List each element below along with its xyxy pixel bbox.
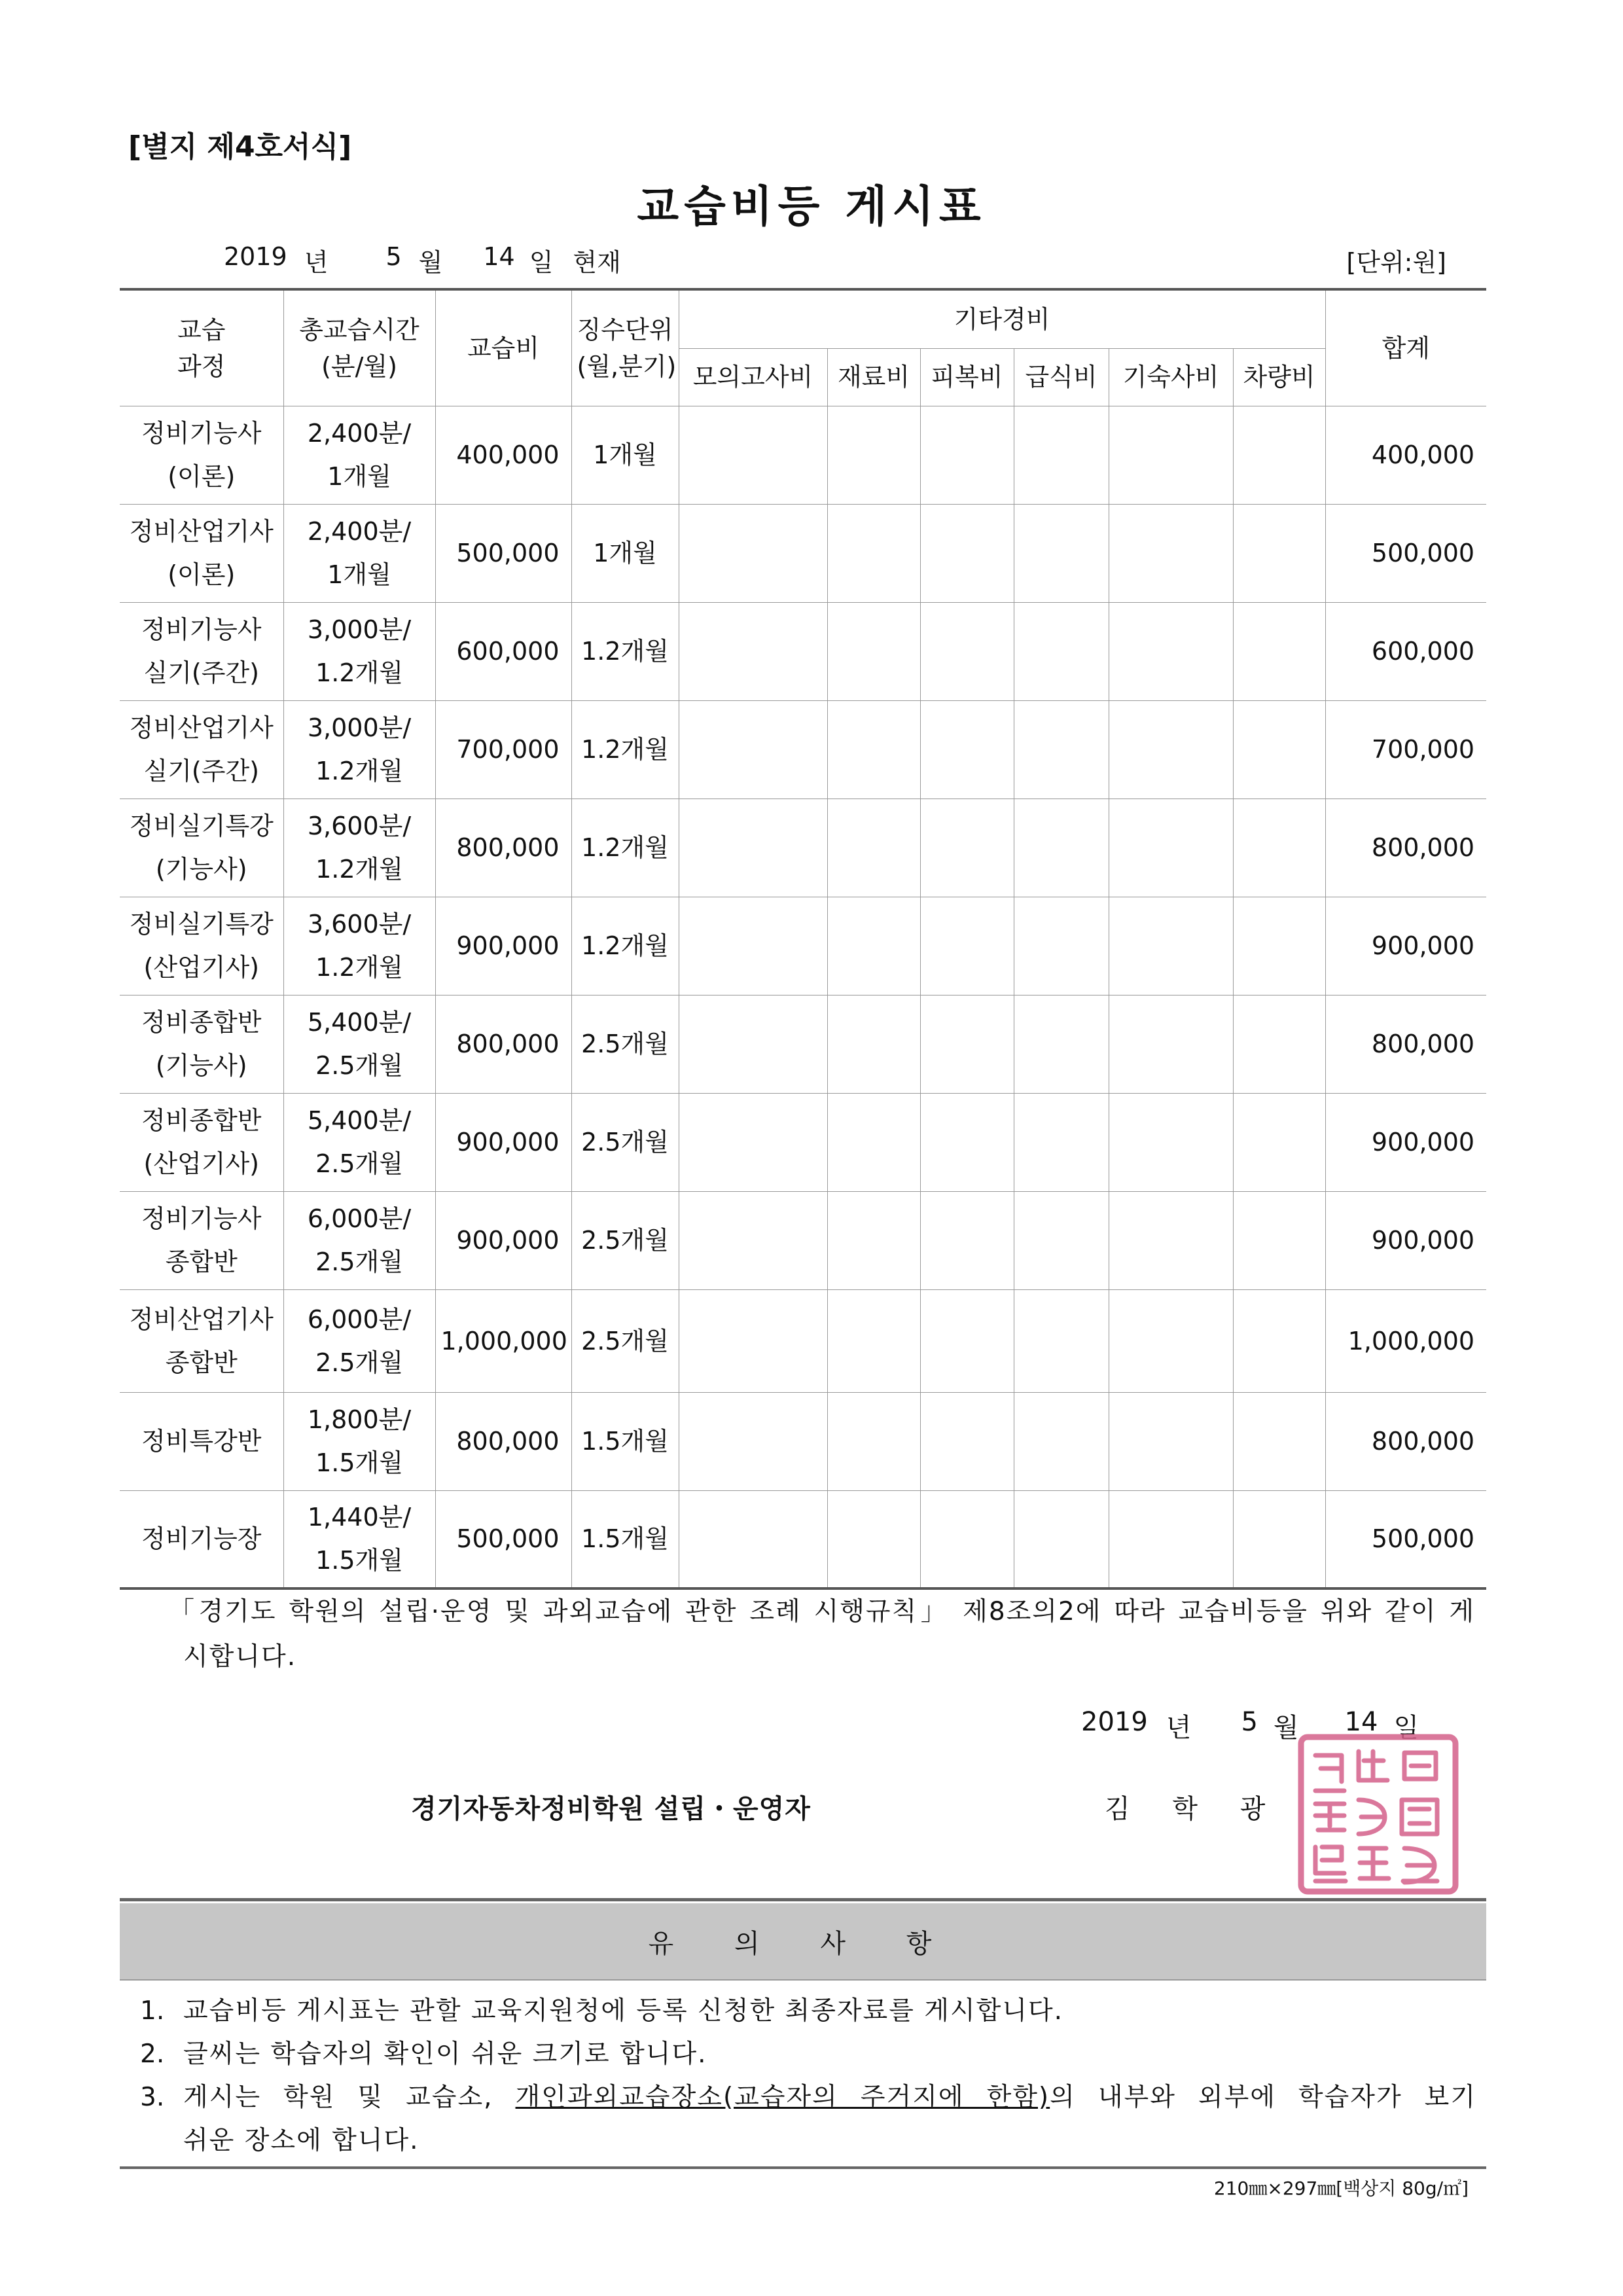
collection-unit-cell: 2.5개월 (571, 995, 679, 1093)
mock-exam-fee-cell (679, 897, 827, 995)
vehicle-fee-cell (1233, 504, 1325, 602)
date-day-unit: 일 (529, 248, 554, 277)
caution-number: 2. (140, 2039, 165, 2069)
dormitory-fee-cell (1109, 700, 1233, 798)
uniform-fee-cell (920, 897, 1014, 995)
caution-text-pre: 게시는 학원 및 교습소, (183, 2083, 516, 2112)
hours-line1: 1,440분/ (307, 1503, 412, 1532)
meal-fee-cell (1014, 602, 1109, 700)
vehicle-fee-cell (1233, 700, 1325, 798)
meal-fee-cell (1014, 798, 1109, 897)
uniform-fee-cell (920, 1093, 1014, 1191)
collection-unit-cell: 2.5개월 (571, 1289, 679, 1392)
table-row (120, 700, 1486, 798)
hours-cell (283, 602, 435, 700)
paper-spec: 210㎜×297㎜[백상지 80g/㎡] (1213, 2178, 1469, 2199)
course-cell (120, 406, 283, 504)
hours-line2: 1.2개월 (315, 658, 403, 687)
course-line1: 정비기능사 (141, 419, 262, 448)
material-fee-cell (827, 1093, 920, 1191)
course-line1: 정비산업기사 (129, 517, 274, 546)
vehicle-fee-cell (1233, 897, 1325, 995)
meal-fee-cell (1014, 1191, 1109, 1289)
course-line1: 정비종합반 (141, 1106, 262, 1135)
course-line2: (산업기사) (143, 953, 259, 982)
representative-name: 김 학 광 (1105, 1794, 1283, 1824)
total-cell: 500,000 (1325, 1490, 1486, 1588)
dormitory-fee-cell (1109, 1191, 1233, 1289)
caution-list (140, 1990, 1476, 2162)
hours-line2: 2.5개월 (315, 1149, 403, 1178)
academy-name: 경기자동차정비학원 설립・운영자 (411, 1794, 811, 1824)
header-hours-line1: 총교습시간 (299, 315, 419, 344)
mock-exam-fee-cell (679, 995, 827, 1093)
tuition-cell: 500,000 (435, 1490, 571, 1588)
hours-line2: 1.2개월 (315, 757, 403, 785)
header-collection-unit (571, 289, 679, 406)
dormitory-fee-cell (1109, 602, 1233, 700)
notice-line-2: 시합니다. (183, 1642, 297, 1672)
course-cell: 정비특강반 (120, 1392, 283, 1490)
table-row (120, 1093, 1486, 1191)
header-course (120, 289, 283, 406)
collection-unit-cell: 2.5개월 (571, 1191, 679, 1289)
header-course-line2: 과정 (177, 351, 226, 381)
hours-cell (283, 406, 435, 504)
header-unit-line2: (월,분기) (577, 351, 677, 381)
hours-line2: 1개월 (327, 462, 391, 491)
sign-year-unit: 년 (1166, 1713, 1192, 1743)
uniform-fee-cell (920, 995, 1014, 1093)
vehicle-fee-cell (1233, 602, 1325, 700)
uniform-fee-cell (920, 1490, 1014, 1588)
collection-unit-cell: 1.2개월 (571, 897, 679, 995)
hours-line2: 2.5개월 (315, 1247, 403, 1276)
caution-header (120, 1903, 1486, 1979)
mock-exam-fee-cell (679, 504, 827, 602)
material-fee-cell (827, 1490, 920, 1588)
dormitory-fee-cell (1109, 1093, 1233, 1191)
list-item (140, 2076, 1476, 2119)
total-cell: 900,000 (1325, 1093, 1486, 1191)
material-fee-cell (827, 1392, 920, 1490)
dormitory-fee-cell (1109, 995, 1233, 1093)
collection-unit-cell: 1.5개월 (571, 1392, 679, 1490)
hours-line1: 6,000분/ (307, 1204, 412, 1233)
vehicle-fee-cell (1233, 1191, 1325, 1289)
collection-unit-cell: 1개월 (571, 504, 679, 602)
course-line2: (산업기사) (143, 1149, 259, 1178)
collection-unit-cell: 1.2개월 (571, 700, 679, 798)
course-cell (120, 700, 283, 798)
hours-line2: 2.5개월 (315, 1051, 403, 1080)
hours-line1: 3,600분/ (307, 812, 412, 840)
sign-month: 5 (1241, 1707, 1258, 1737)
hours-cell (283, 798, 435, 897)
material-fee-cell (827, 1289, 920, 1392)
caution-divider (120, 1979, 1486, 1981)
vehicle-fee-cell (1233, 1392, 1325, 1490)
course-line1: 정비산업기사 (129, 1304, 274, 1334)
list-item-continuation (140, 2119, 1476, 2162)
header-dormitory-fee: 기숙사비 (1109, 348, 1233, 406)
material-fee-cell (827, 504, 920, 602)
caution-number: 1. (140, 1996, 165, 2026)
hours-line1: 3,000분/ (307, 615, 412, 644)
header-unit-line1: 징수단위 (577, 315, 673, 344)
hours-line2: 1.5개월 (315, 1546, 403, 1575)
header-uniform-fee: 피복비 (920, 348, 1014, 406)
course-cell: 정비기능장 (120, 1490, 283, 1588)
uniform-fee-cell (920, 1289, 1014, 1392)
caution-indent (140, 2119, 183, 2162)
header-vehicle-fee: 차량비 (1233, 348, 1325, 406)
meal-fee-cell (1014, 995, 1109, 1093)
meal-fee-cell (1014, 700, 1109, 798)
header-total: 합계 (1325, 289, 1486, 406)
collection-unit-cell: 1개월 (571, 406, 679, 504)
total-cell: 700,000 (1325, 700, 1486, 798)
form-number: [별지 제4호서식] (128, 130, 352, 164)
table-row (120, 897, 1486, 995)
hours-line1: 6,000분/ (307, 1304, 412, 1334)
list-item (140, 2033, 1476, 2076)
caution-title: 유 의 사 항 (648, 1928, 958, 1959)
total-cell: 800,000 (1325, 995, 1486, 1093)
collection-unit-cell: 1.2개월 (571, 602, 679, 700)
dormitory-fee-cell (1109, 504, 1233, 602)
caution-text: 글씨는 학습자의 확인이 쉬운 크기로 합니다. (183, 2039, 707, 2069)
hours-cell (283, 1191, 435, 1289)
course-cell (120, 1289, 283, 1392)
header-other-expenses: 기타경비 (679, 289, 1325, 348)
vehicle-fee-cell (1233, 995, 1325, 1093)
meal-fee-cell (1014, 1289, 1109, 1392)
collection-unit-cell: 1.2개월 (571, 798, 679, 897)
material-fee-cell (827, 406, 920, 504)
vehicle-fee-cell (1233, 1093, 1325, 1191)
tuition-cell: 900,000 (435, 897, 571, 995)
header-course-line1: 교습 (177, 315, 226, 344)
table-row (120, 798, 1486, 897)
total-cell: 900,000 (1325, 897, 1486, 995)
sign-day: 14 (1344, 1707, 1378, 1737)
date-month-unit: 월 (418, 248, 443, 277)
hours-line1: 2,400분/ (307, 517, 412, 546)
hours-cell (283, 1392, 435, 1490)
table-row (120, 1191, 1486, 1289)
course-cell (120, 798, 283, 897)
hours-line1: 3,600분/ (307, 910, 412, 939)
tuition-cell: 800,000 (435, 798, 571, 897)
caution-text (183, 2076, 1476, 2119)
course-line1: 정비기능사 (141, 1204, 262, 1233)
table-row (120, 602, 1486, 700)
meal-fee-cell (1014, 504, 1109, 602)
meal-fee-cell (1014, 897, 1109, 995)
mock-exam-fee-cell (679, 700, 827, 798)
tuition-cell: 700,000 (435, 700, 571, 798)
mock-exam-fee-cell (679, 1093, 827, 1191)
fee-table (120, 288, 1486, 1590)
caution-text-post: 의 내부와 외부에 학습자가 보기 (1050, 2083, 1476, 2112)
header-total-hours (283, 289, 435, 406)
notice-line-1: 「경기도 학원의 설립·운영 및 과외교습에 관한 조례 시행규칙」 제8조의2에 따라 교습비등을 위와 같이 게 (169, 1597, 1475, 1626)
course-line1: 정비종합반 (141, 1008, 262, 1037)
date-month: 5 (385, 242, 402, 271)
unit-label: [단위:원] (1346, 248, 1446, 277)
hours-line2: 1.2개월 (315, 855, 403, 884)
material-fee-cell (827, 700, 920, 798)
date-year: 2019 (224, 242, 287, 271)
caution-number: 3. (140, 2083, 165, 2112)
material-fee-cell (827, 602, 920, 700)
dormitory-fee-cell (1109, 406, 1233, 504)
hours-cell (283, 995, 435, 1093)
total-cell: 800,000 (1325, 798, 1486, 897)
hours-line2: 1개월 (327, 560, 391, 589)
table-row (120, 406, 1486, 504)
tuition-cell: 900,000 (435, 1093, 571, 1191)
mock-exam-fee-cell (679, 602, 827, 700)
header-mock-exam-fee: 모의고사비 (679, 348, 827, 406)
hours-cell (283, 1289, 435, 1392)
total-cell: 600,000 (1325, 602, 1486, 700)
table-row (120, 995, 1486, 1093)
list-item (140, 1990, 1476, 2033)
collection-unit-cell: 1.5개월 (571, 1490, 679, 1588)
header-tuition: 교습비 (435, 289, 571, 406)
hours-line2: 1.2개월 (315, 953, 403, 982)
course-cell (120, 504, 283, 602)
bottom-rule (120, 2166, 1486, 2169)
course-cell (120, 1093, 283, 1191)
mock-exam-fee-cell (679, 1289, 827, 1392)
seal-stamp-icon (1296, 1732, 1461, 1897)
dormitory-fee-cell (1109, 1392, 1233, 1490)
mock-exam-fee-cell (679, 1392, 827, 1490)
table-row (120, 504, 1486, 602)
uniform-fee-cell (920, 406, 1014, 504)
hours-line1: 2,400분/ (307, 419, 412, 448)
caution-top-rule (120, 1898, 1486, 1901)
hours-line1: 3,000분/ (307, 713, 412, 742)
total-cell: 1,000,000 (1325, 1289, 1486, 1392)
tuition-cell: 1,000,000 (435, 1289, 571, 1392)
material-fee-cell (827, 1191, 920, 1289)
course-line2: (이론) (168, 462, 236, 491)
course-line2: (기능사) (155, 855, 247, 884)
mock-exam-fee-cell (679, 1490, 827, 1588)
header-material-fee: 재료비 (827, 348, 920, 406)
collection-unit-cell: 2.5개월 (571, 1093, 679, 1191)
hours-line2: 1.5개월 (315, 1448, 403, 1477)
header-meal-fee: 급식비 (1014, 348, 1109, 406)
meal-fee-cell (1014, 406, 1109, 504)
hours-cell (283, 897, 435, 995)
as-of-date (224, 242, 621, 278)
vehicle-fee-cell (1233, 1490, 1325, 1588)
dormitory-fee-cell (1109, 897, 1233, 995)
course-line2: (이론) (168, 560, 236, 589)
header-hours-line2: (분/월) (321, 351, 397, 381)
tuition-cell: 800,000 (435, 995, 571, 1093)
material-fee-cell (827, 798, 920, 897)
uniform-fee-cell (920, 504, 1014, 602)
tuition-cell: 900,000 (435, 1191, 571, 1289)
vehicle-fee-cell (1233, 798, 1325, 897)
total-cell: 400,000 (1325, 406, 1486, 504)
total-cell: 500,000 (1325, 504, 1486, 602)
date-suffix: 현재 (573, 248, 621, 277)
caution-text-underlined: 개인과외교습장소(교습자의 주거지에 한함) (515, 2083, 1050, 2112)
sign-month-unit: 월 (1273, 1713, 1299, 1743)
course-cell (120, 602, 283, 700)
vehicle-fee-cell (1233, 406, 1325, 504)
hours-cell (283, 1490, 435, 1588)
hours-line1: 5,400분/ (307, 1008, 412, 1037)
tuition-cell: 500,000 (435, 504, 571, 602)
dormitory-fee-cell (1109, 1490, 1233, 1588)
tuition-cell: 600,000 (435, 602, 571, 700)
uniform-fee-cell (920, 1392, 1014, 1490)
mock-exam-fee-cell (679, 406, 827, 504)
course-cell (120, 995, 283, 1093)
hours-cell (283, 504, 435, 602)
date-year-unit: 년 (304, 248, 329, 277)
caution-text: 교습비등 게시표는 관할 교육지원청에 등록 신청한 최종자료를 게시합니다. (183, 1996, 1064, 2026)
course-line2: 실기(주간) (143, 757, 259, 785)
mock-exam-fee-cell (679, 1191, 827, 1289)
course-cell (120, 897, 283, 995)
course-line2: (기능사) (155, 1051, 247, 1080)
hours-cell (283, 1093, 435, 1191)
tuition-cell: 400,000 (435, 406, 571, 504)
course-line1: 정비실기특강 (129, 910, 274, 939)
uniform-fee-cell (920, 798, 1014, 897)
mock-exam-fee-cell (679, 798, 827, 897)
sign-year: 2019 (1081, 1707, 1148, 1737)
material-fee-cell (827, 897, 920, 995)
table-row (120, 1490, 1486, 1588)
hours-line1: 1,800분/ (307, 1405, 412, 1434)
hours-line2: 2.5개월 (315, 1348, 403, 1377)
meal-fee-cell (1014, 1490, 1109, 1588)
hours-cell (283, 700, 435, 798)
course-line1: 정비기능사 (141, 615, 262, 644)
uniform-fee-cell (920, 1191, 1014, 1289)
table-row (120, 1392, 1486, 1490)
course-line2: 종합반 (165, 1348, 238, 1377)
page-title: 교습비등 게시표 (637, 181, 986, 232)
total-cell: 800,000 (1325, 1392, 1486, 1490)
total-cell: 900,000 (1325, 1191, 1486, 1289)
course-line2: 실기(주간) (143, 658, 259, 687)
hours-line1: 5,400분/ (307, 1106, 412, 1135)
dormitory-fee-cell (1109, 798, 1233, 897)
course-line2: 종합반 (165, 1247, 238, 1276)
meal-fee-cell (1014, 1392, 1109, 1490)
course-line1: 정비산업기사 (129, 713, 274, 742)
sign-day-unit: 일 (1393, 1713, 1419, 1743)
date-day: 14 (483, 242, 515, 271)
caution-text-line2: 쉬운 장소에 합니다. (183, 2126, 419, 2155)
table-row (120, 1289, 1486, 1392)
vehicle-fee-cell (1233, 1289, 1325, 1392)
course-line1: 정비실기특강 (129, 812, 274, 840)
material-fee-cell (827, 995, 920, 1093)
uniform-fee-cell (920, 700, 1014, 798)
dormitory-fee-cell (1109, 1289, 1233, 1392)
uniform-fee-cell (920, 602, 1014, 700)
course-cell (120, 1191, 283, 1289)
tuition-cell: 800,000 (435, 1392, 571, 1490)
meal-fee-cell (1014, 1093, 1109, 1191)
